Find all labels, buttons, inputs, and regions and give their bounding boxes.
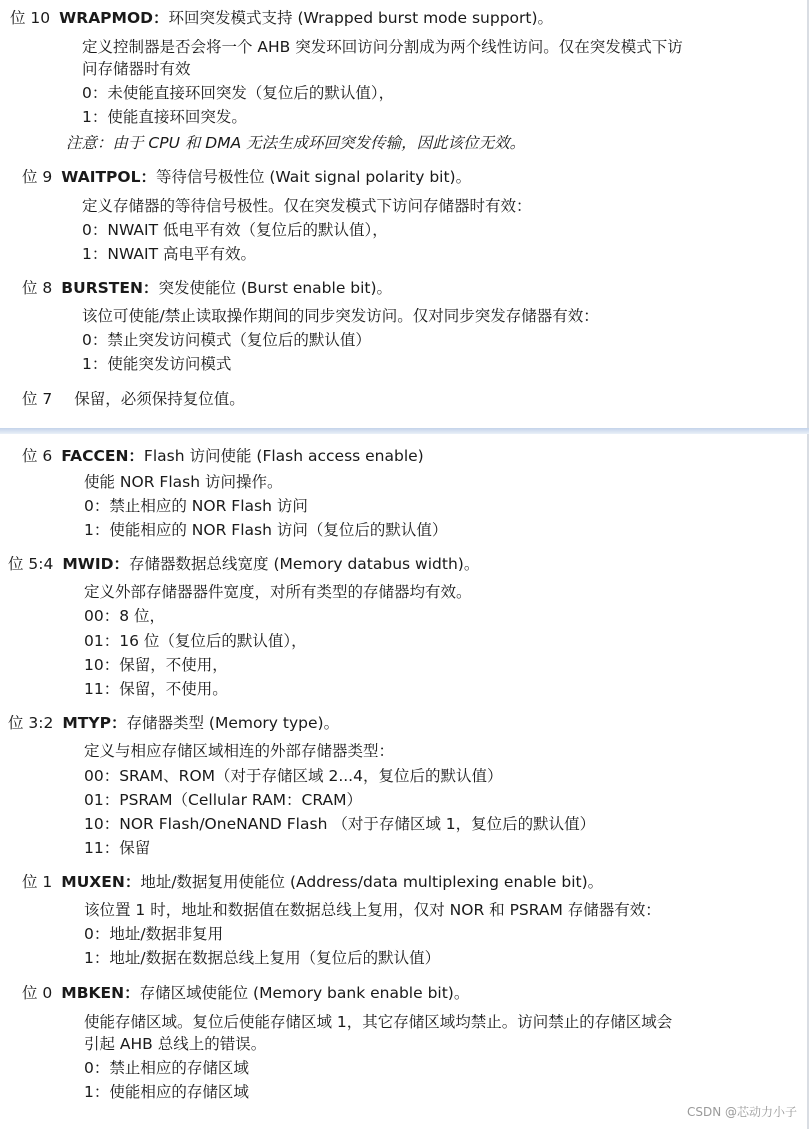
field-option: 0：禁止相应的存储区域 xyxy=(84,1059,249,1077)
field-heading-muxen xyxy=(22,872,603,892)
field-option: 00：8 位， xyxy=(84,607,166,625)
field-title: 等待信号极性位 (Wait signal polarity bit)。 xyxy=(155,168,472,186)
field-option: 1：NWAIT 高电平有效。 xyxy=(82,245,257,263)
field-desc: 定义与相应存储区域相连的外部存储器类型： xyxy=(84,742,395,760)
bit-label: 位 9 xyxy=(22,168,53,186)
field-name: MUXEN： xyxy=(61,873,141,891)
field-desc: 引起 AHB 总线上的错误。 xyxy=(84,1035,267,1053)
field-option: 1：使能相应的 NOR Flash 访问（复位后的默认值） xyxy=(84,521,448,539)
field-title: 存储器数据总线宽度 (Memory databus width)。 xyxy=(129,555,480,573)
field-desc: 定义控制器是否会将一个 AHB 突发环回访问分割成为两个线性访问。仅在突发模式下访 xyxy=(82,38,683,56)
field-desc: 定义存储器的等待信号极性。仅在突发模式下访问存储器时有效： xyxy=(82,197,532,215)
bit-label: 位 5:4 xyxy=(8,555,54,573)
field-title: 地址/数据复用使能位 (Address/data multiplexing enable bit)。 xyxy=(140,873,604,891)
field-option: 1：地址/数据在数据总线上复用（复位后的默认值） xyxy=(84,949,441,967)
field-option: 11：保留 xyxy=(84,839,151,857)
bit-label: 位 1 xyxy=(22,873,53,891)
field-title: Flash 访问使能 (Flash access enable) xyxy=(143,447,424,465)
field-title: 存储器类型 (Memory type)。 xyxy=(126,714,340,732)
field-desc: 该位可使能/禁止读取操作期间的同步突发访问。仅对同步突发存储器有效： xyxy=(82,307,599,325)
field-desc: 定义外部存储器器件宽度，对所有类型的存储器均有效。 xyxy=(84,583,472,601)
field-desc: 该位置 1 时，地址和数据值在数据总线上复用，仅对 NOR 和 PSRAM 存储器有效： xyxy=(84,901,661,919)
bit-label: 位 0 xyxy=(22,984,53,1002)
bit-label: 位 6 xyxy=(22,447,53,465)
field-name: MBKEN： xyxy=(61,984,140,1002)
field-desc: 使能存储区域。复位后使能存储区域 1，其它存储区域均禁止。访问禁止的存储区域会 xyxy=(84,1013,673,1031)
field-title: 环回突发模式支持 (Wrapped burst mode support)。 xyxy=(168,9,554,27)
field-option: 0：禁止突发访问模式（复位后的默认值） xyxy=(82,331,371,349)
field-heading-faccen xyxy=(22,446,424,466)
field-name: MTYP： xyxy=(62,714,127,732)
field-title: 存储区域使能位 (Memory bank enable bit)。 xyxy=(139,984,470,1002)
field-option: 11：保留，不使用。 xyxy=(84,680,228,698)
field-option: 10：NOR Flash/OneNAND Flash （对于存储区域 1，复位后的默认值） xyxy=(84,815,596,833)
field-title: 突发使能位 (Burst enable bit)。 xyxy=(158,279,393,297)
field-option: 1：使能相应的存储区域 xyxy=(84,1083,249,1101)
field-heading-mtyp xyxy=(8,713,339,733)
bit-label: 位 10 xyxy=(10,9,51,27)
field-heading-mbken xyxy=(22,983,469,1003)
field-option: 01：16 位（复位后的默认值）， xyxy=(84,632,307,650)
field-heading-wrapmod xyxy=(10,8,553,28)
field-name: WRAPMOD： xyxy=(59,9,169,27)
field-option: 1：使能直接环回突发。 xyxy=(82,108,247,126)
field-heading-bursten xyxy=(22,278,392,298)
field-option: 00：SRAM、ROM（对于存储区域 2...4，复位后的默认值） xyxy=(84,767,503,785)
field-name: BURSTEN： xyxy=(61,279,159,297)
watermark: CSDN @芯动力小子 xyxy=(686,1105,797,1119)
field-title: 保留，必须保持复位值。 xyxy=(74,390,245,408)
bit-label: 位 8 xyxy=(22,279,53,297)
field-name: MWID： xyxy=(62,555,130,573)
field-desc: 使能 NOR Flash 访问操作。 xyxy=(84,473,283,491)
field-heading-mwid xyxy=(8,554,479,574)
field-name: WAITPOL： xyxy=(61,168,156,186)
field-heading-reserved xyxy=(22,389,245,409)
field-heading-waitpol xyxy=(22,167,471,187)
field-note: 注意：由于 CPU 和 DMA 无法生成环回突发传输，因此该位无效。 xyxy=(66,134,526,152)
bit-label: 位 3:2 xyxy=(8,714,54,732)
field-desc: 问存储器时有效 xyxy=(82,60,191,78)
field-name: FACCEN： xyxy=(61,447,144,465)
field-option: 01：PSRAM（Cellular RAM：CRAM） xyxy=(84,791,362,809)
field-option: 0：NWAIT 低电平有效（复位后的默认值）， xyxy=(82,221,388,239)
field-option: 0：未使能直接环回突发（复位后的默认值）， xyxy=(82,84,395,102)
field-option: 1：使能突发访问模式 xyxy=(82,355,232,373)
field-option: 0：地址/数据非复用 xyxy=(84,925,224,943)
bit-label: 位 7 xyxy=(22,390,53,408)
field-option: 10：保留，不使用， xyxy=(84,656,228,674)
field-option: 0：禁止相应的 NOR Flash 访问 xyxy=(84,497,308,515)
